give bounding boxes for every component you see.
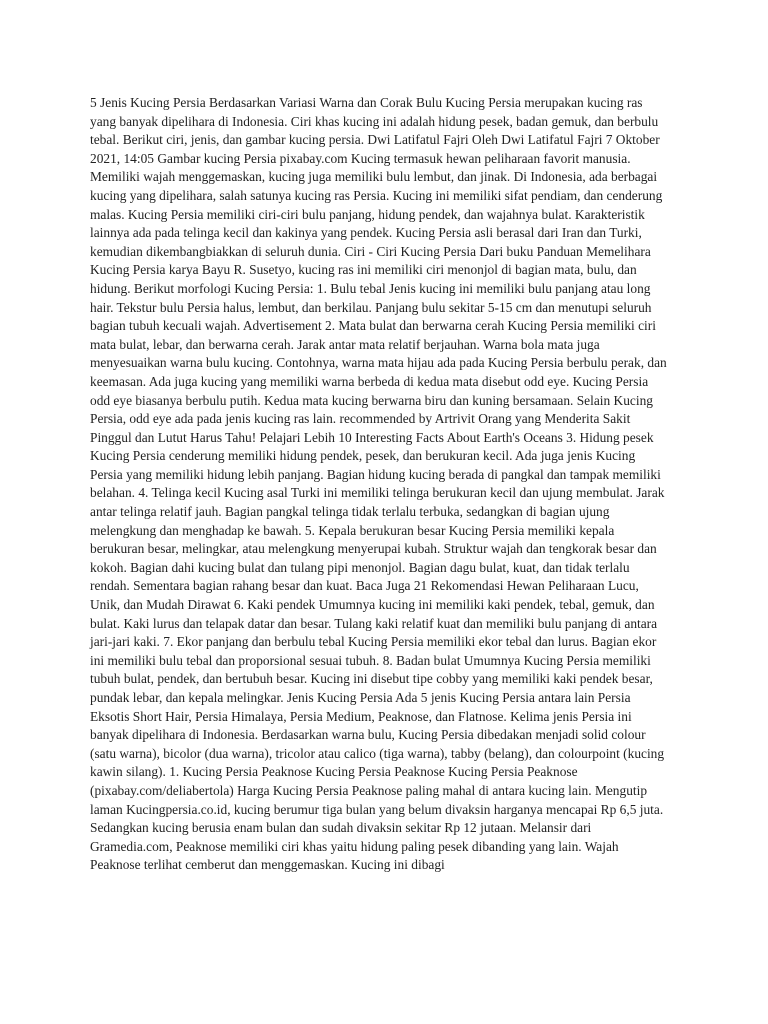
article-body-text: 5 Jenis Kucing Persia Berdasarkan Variasi Warna dan Corak Bulu Kucing Persia merupakan kucing ras yang banyak dipelihara di Indonesia. Ciri khas kucing ini adalah hidung pesek, badan gemuk, dan berbulu tebal. Berikut ciri, jenis, dan gambar kucing persia. Dwi Latifatul Fajri Oleh Dwi Latifatul Fajri 7 Oktober 2021, 14:05 Gambar kucing Persia pixabay.com Kucing termasuk hewan peliharaan favorit manusia. Memiliki wajah menggemaskan, kucing juga memiliki bulu lembut, dan jinak. Di Indonesia, ada berbagai kucing yang dipelihara, salah satunya kucing ras Persia. Kucing ini memiliki sifat pendiam, dan cenderung malas. Kucing Persia memiliki ciri-ciri bulu panjang, hidung pendek, dan wajahnya bulat. Karakteristik lainnya ada pada telinga kecil dan kakinya yang pendek. Kucing Persia asli berasal dari Iran dan Turki, kemudian dikembangbiakkan di seluruh dunia. Ciri - Ciri Kucing Persia Dari buku Panduan Memelihara Kucing Persia karya Bayu R. Susetyo, kucing ras ini memiliki ciri menonjol di bagian mata, bulu, dan hidung. Berikut morfologi Kucing Persia: 1. Bulu tebal Jenis kucing ini memiliki bulu panjang atau long hair. Tekstur bulu Persia halus, lembut, dan berkilau. Panjang bulu sekitar 5-15 cm dan menutupi seluruh bagian tubuh kecuali wajah. Advertisement 2. Mata bulat dan berwarna cerah Kucing Persia memiliki ciri mata bulat, lebar, dan berwarna cerah. Jarak antar mata relatif berjauhan. Warna bola mata juga menyesuaikan warna bulu kucing. Contohnya, warna mata hijau ada pada Kucing Persia berbulu perak, dan keemasan. Ada juga kucing yang memiliki warna berbeda di kedua mata disebut odd eye. Kucing Persia odd eye biasanya berbulu putih. Kedua mata kucing berwarna biru dan kuning bersamaan. Selain Kucing Persia, odd eye ada pada jenis kucing ras lain. recommended by Artrivit Orang yang Menderita Sakit Pinggul dan Lutut Harus Tahu! Pelajari Lebih 10 Interesting Facts About Earth's Oceans 3. Hidung pesek Kucing Persia cenderung memiliki hidung pendek, pesek, dan berukuran kecil. Ada juga jenis Kucing Persia yang memiliki hidung lebih panjang. Bagian hidung kucing berada di pangkal dan tampak memiliki belahan. 4. Telinga kecil Kucing asal Turki ini memiliki telinga berukuran kecil dan ujung membulat. Jarak antar telinga relatif jauh. Bagian pangkal telinga tidak terlalu terbuka, sedangkan di bagian ujung melengkung dan menghadap ke bawah. 5. Kepala berukuran besar Kucing Persia memiliki kepala berukuran besar, melingkar, atau melengkung menyerupai kubah. Struktur wajah dan tengkorak besar dan kokoh. Bagian dahi kucing bulat dan tulang pipi menonjol. Bagian dagu bulat, kuat, dan tidak terlalu rendah. Sementara bagian rahang besar dan kuat. Baca Juga 21 Rekomendasi Hewan Peliharaan Lucu, Unik, dan Mudah Dirawat 6. Kaki pendek Umumnya kucing ini memiliki kaki pendek, tebal, gemuk, dan bulat. Kaki lurus dan telapak datar dan besar. Tulang kaki relatif kuat dan memiliki bulu panjang di antara jari-jari kaki. 7. Ekor panjang dan berbulu tebal Kucing Persia memiliki ekor tebal dan lurus. Bagian ekor ini memiliki bulu tebal dan proporsional sesuai tubuh. 8. Badan bulat Umumnya Kucing Persia memiliki tubuh bulat, pendek, dan bertubuh besar. Kucing ini disebut tipe cobby yang memiliki kaki pendek besar, pundak lebar, dan kepala melingkar. Jenis Kucing Persia Ada 5 jenis Kucing Persia antara lain Persia Eksotis Short Hair, Persia Himalaya, Persia Medium, Peaknose, dan Flatnose. Kelima jenis Persia ini banyak dipelihara di Indonesia. Berdasarkan warna bulu, Kucing Persia dibedakan menjadi solid colour (satu warna), bicolor (dua warna), tricolor atau calico (tiga warna), tabby (belang), dan colourpoint (kucing kawin silang). 1. Kucing Persia Peaknose Kucing Persia Peaknose Kucing Persia Peaknose (pixabay.com/deliabertola) Harga Kucing Persia Peaknose paling mahal di antara kucing lain. Mengutip laman Kucingpersia.co.id, kucing berumur tiga bulan yang belum divaksin harganya mencapai Rp 6,5 juta. Sedangkan kucing berusia enam bulan dan sudah divaksin sekitar Rp 12 jutaan. Melansir dari Gramedia.com, Peaknose memiliki ciri khas yaitu hidung paling pesek dibanding yang lain. Wajah Peaknose terlihat cemberut dan menggemaskan. Kucing ini dibagi: [90, 95, 667, 873]
